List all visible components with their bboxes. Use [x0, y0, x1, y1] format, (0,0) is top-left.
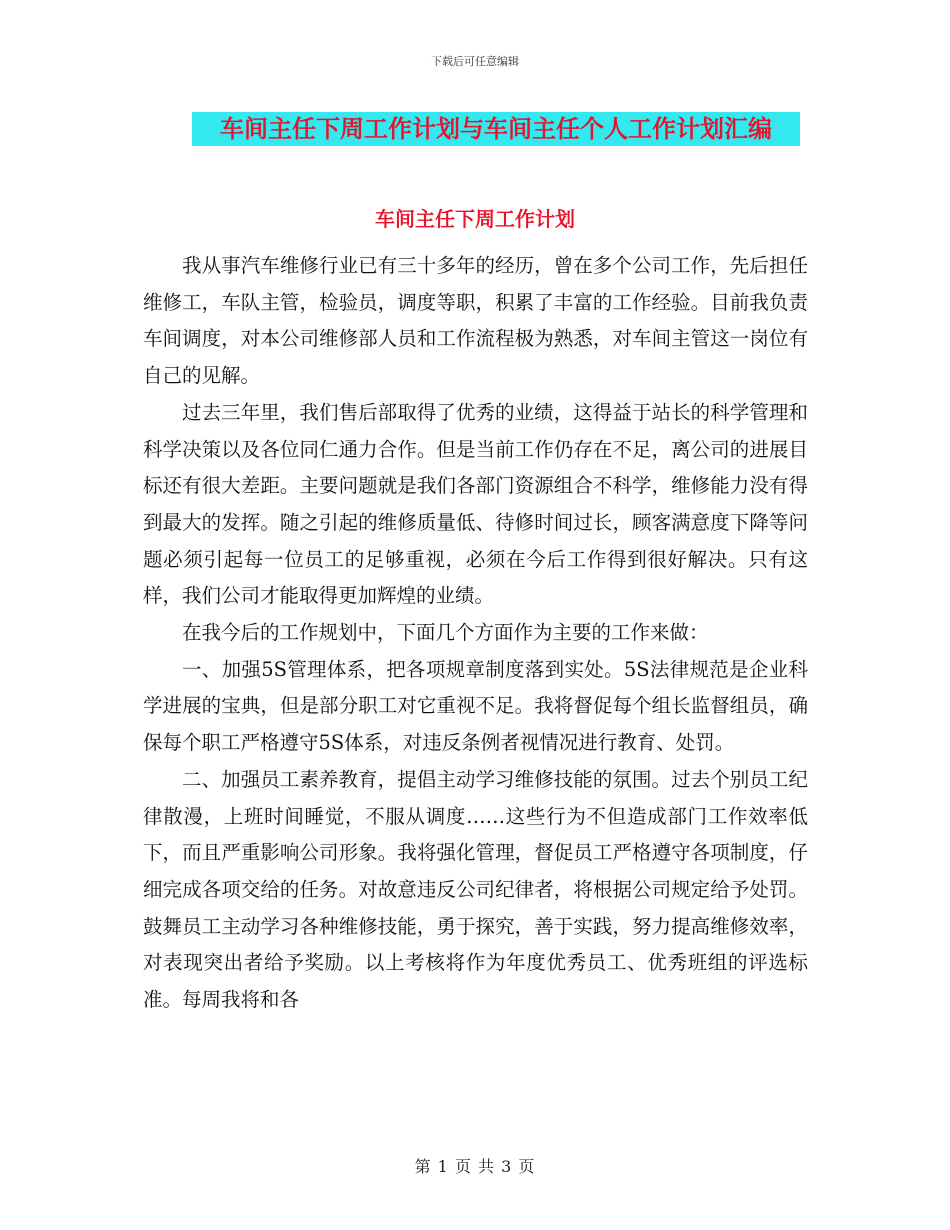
main-title-highlight — [192, 112, 800, 146]
section-title: 车间主任下周工作计划 — [375, 207, 575, 231]
body-text — [143, 248, 808, 1019]
paragraph: 二、加强员工素养教育，提倡主动学习维修技能的氛围。过去个别员工纪律散漫，上班时间睡觉，不服从调度……这些行为不但造成部门工作效率低下，而且严重影响公司形象。我将强化管理，督促员工严格遵守各项制度，仔细完成各项交给的任务。对故意违反公司纪律者，将根据公司规定给予处罚。鼓舞员工主动学习各种维修技能，勇于探究，善于实践，努力提高维修效率，对表现突出者给予奖励。以上考核将作为年度优秀员工、优秀班组的评选标准。每周我将和各 — [143, 767, 808, 1012]
paragraph: 过去三年里，我们售后部取得了优秀的业绩，这得益于站长的科学管理和科学决策以及各位同仁通力合作。但是当前工作仍存在不足，离公司的进展目标还有很大差距。主要问题就是我们各部门资源组合不科学，维修能力没有得到最大的发挥。随之引起的维修质量低、待修时间过长，顾客满意度下降等问题必须引起每一位员工的足够重视，必须在今后工作得到很好解决。只有这样，我们公司才能取得更加辉煌的业绩。 — [143, 400, 808, 608]
paragraph: 我从事汽车维修行业已有三十多年的经历，曾在多个公司工作，先后担任维修工，车队主管，检验员，调度等职，积累了丰富的工作经验。目前我负责车间调度，对本公司维修部人员和工作流程极为熟悉，对车间主管这一岗位有自己的见解。 — [143, 254, 808, 388]
paragraph: 在我今后的工作规划中，下面几个方面作为主要的工作来做： — [182, 621, 709, 645]
header-note: 下载后可任意编辑 — [431, 55, 519, 68]
main-title: 车间主任下周工作计划与车间主任个人工作计划汇编 — [220, 115, 772, 143]
page-number-footer: 第 1 页 共 3 页 — [414, 1157, 536, 1176]
paragraph: 一、加强5S管理体系，把各项规章制度落到实处。5S法律规范是企业科学进展的宝典，但是部分职工对它重视不足。我将督促每个组长监督组员，确保每个职工严格遵守5S体系，对违反条例者视情况进行教育、处罚。 — [143, 657, 808, 755]
